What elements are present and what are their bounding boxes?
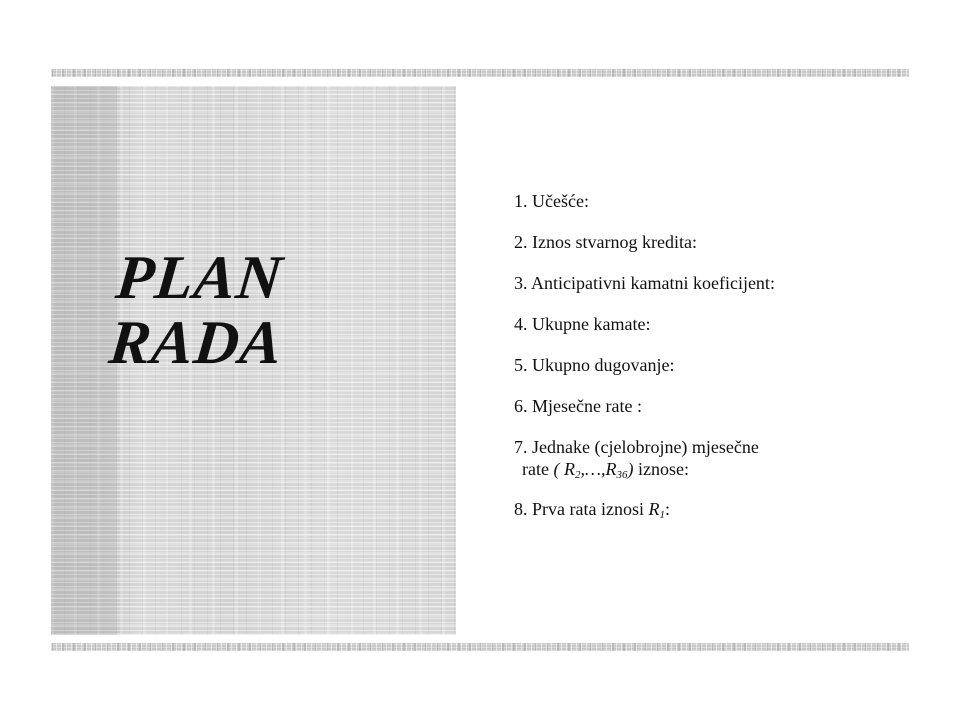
slide-title-line-2: RADA [106, 309, 287, 377]
list-item-2: 2. Iznos stvarnog kredita: [514, 232, 697, 252]
list-item-8 [514, 498, 904, 520]
slide-title [106, 246, 293, 376]
list-item-8-prefix: 8. Prva rata iznosi [514, 499, 649, 519]
r-subscript: 1 [659, 509, 665, 521]
title-panel [51, 86, 456, 635]
list-item-4: 4. Ukupne kamate: [514, 314, 651, 334]
list-item-7 [514, 436, 904, 480]
list-item-7-formula [553, 459, 633, 479]
list-item-7-prefix: rate [522, 459, 554, 479]
r-first: R [563, 459, 575, 479]
list-item-7-suffix: iznose: [633, 459, 689, 479]
list-item-1: 1. Učešće: [514, 191, 589, 211]
top-decorative-bar [51, 69, 909, 77]
paren-open: ( [553, 459, 564, 479]
list-item-8-suffix: : [664, 499, 670, 519]
list-item-5: 5. Ukupno dugovanje: [514, 355, 675, 375]
r-symbol: R [648, 499, 660, 519]
r1-symbol [648, 499, 665, 519]
r-first-subscript: 2 [574, 469, 581, 481]
r-last: R [605, 459, 617, 479]
list-item-3: 3. Anticipativni kamatni koeficijent: [514, 273, 775, 293]
list-item-7-line-1: 7. Jednake (cjelobrojne) mjesečne [514, 437, 759, 457]
list-item-6: 6. Mjesečne rate : [514, 396, 642, 416]
content-list [514, 190, 904, 539]
slide-title-line-1: PLAN [112, 244, 286, 312]
ellipsis: ,…, [580, 459, 606, 479]
paren-close: ) [627, 459, 634, 479]
r-last-subscript: 36 [616, 469, 628, 481]
bottom-decorative-bar [51, 643, 909, 651]
list-item-7-line-2 [514, 458, 904, 480]
